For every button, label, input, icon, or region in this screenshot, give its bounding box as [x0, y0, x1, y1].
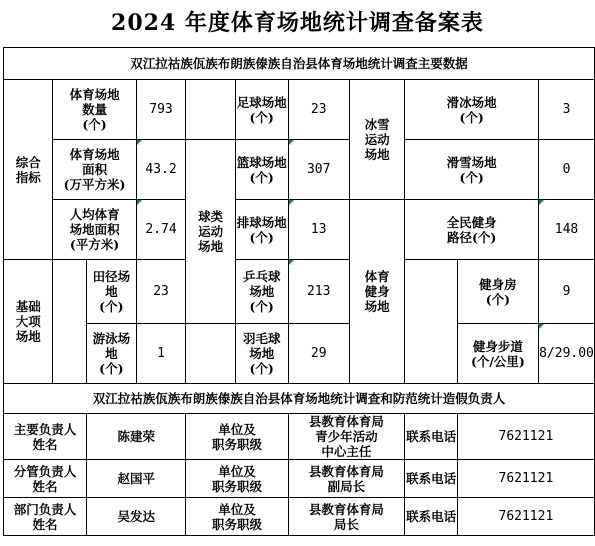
fitness-path-value: 148	[539, 200, 595, 260]
gym-label: 健身房 (个)	[457, 260, 538, 324]
basic-venues-label: 基础 大项 场地	[4, 260, 53, 384]
deputy-name: 赵国平	[87, 460, 186, 498]
dept-phone-value: 7621121	[457, 498, 594, 536]
dept-unit-value: 县教育体育局 局长	[288, 498, 405, 536]
ski-label: 滑雪场地 (个)	[405, 140, 539, 200]
fitness-venues-label: 体育 健身 场地	[349, 200, 404, 384]
principal-name: 陈建荣	[87, 414, 186, 460]
ball-spacer-top	[186, 80, 235, 140]
deputy-phone-value: 7621121	[457, 460, 594, 498]
per-capita-area-label: 人均体育 场地面积 (平方米)	[53, 200, 136, 260]
fitness-spacer-a	[405, 260, 457, 324]
ice-rink-label: 滑冰场地 (个)	[405, 80, 539, 140]
cell-marker	[137, 200, 142, 205]
ball-sports-label: 球类 运动 场地	[186, 140, 235, 324]
cell-marker	[289, 200, 294, 205]
gym-value: 9	[539, 260, 595, 324]
track-field-label: 田径场地 (个)	[87, 260, 137, 324]
deputy-phone-label: 联系电话	[405, 460, 457, 498]
ice-snow-label: 冰雪 运动 场地	[349, 80, 404, 200]
cell-marker	[289, 140, 294, 145]
statistics-table	[3, 47, 595, 536]
badminton-label: 羽毛球 场地 (个)	[235, 324, 288, 384]
ball-spacer-bottom	[186, 324, 235, 384]
deputy-role-label: 分管负责人 姓名	[4, 460, 87, 498]
principal-phone-value: 7621121	[457, 414, 594, 460]
volleyball-label: 排球场地 (个)	[235, 200, 288, 260]
cell-marker	[539, 324, 544, 329]
badminton-value: 29	[288, 324, 349, 384]
fitness-path-label: 全民健身 路径(个)	[405, 200, 539, 260]
table-tennis-label: 乒乓球 场地 (个)	[235, 260, 288, 324]
deputy-unit-label: 单位及 职务职级	[186, 460, 288, 498]
dept-role-label: 部门负责人 姓名	[4, 498, 87, 536]
track-field-value: 23	[136, 260, 186, 324]
basketball-label: 篮球场地 (个)	[235, 140, 288, 200]
fitness-trail-label: 健身步道 (个/公里)	[457, 324, 538, 384]
per-capita-area-value: 2.74	[136, 200, 186, 260]
venue-count-value: 793	[136, 80, 186, 140]
swimming-value: 1	[136, 324, 186, 384]
football-value: 23	[288, 80, 349, 140]
principal-role-label: 主要负责人 姓名	[4, 414, 87, 460]
fitness-trail-value: 8/29.00	[539, 324, 595, 384]
swimming-label: 游泳场地 (个)	[87, 324, 137, 384]
venue-area-value: 43.2	[136, 140, 186, 200]
cell-marker	[289, 260, 294, 265]
basic-spacer-a	[53, 260, 87, 324]
deputy-unit-value: 县教育体育局 副局长	[288, 460, 405, 498]
principal-phone-label: 联系电话	[405, 414, 457, 460]
football-label: 足球场地 (个)	[235, 80, 288, 140]
section-header-main-data: 双江拉祜族佤族布朗族傣族自治县体育场地统计调查主要数据	[4, 48, 595, 80]
fitness-spacer-b	[405, 324, 457, 384]
principal-unit-label: 单位及 职务职级	[186, 414, 288, 460]
basic-spacer-b	[53, 324, 87, 384]
section-header-responsible-persons: 双江拉祜族佤族布朗族傣族自治县体育场地统计调查和防范统计造假负责人	[4, 384, 595, 414]
basketball-value: 307	[288, 140, 349, 200]
dept-name: 吴发达	[87, 498, 186, 536]
ice-rink-value: 3	[539, 80, 595, 140]
cell-marker	[539, 200, 544, 205]
dept-phone-label: 联系电话	[405, 498, 457, 536]
dept-unit-label: 单位及 职务职级	[186, 498, 288, 536]
venue-count-label: 体育场地 数量 (个)	[53, 80, 136, 140]
composite-indicators-label: 综合 指标	[4, 80, 53, 260]
venue-area-label: 体育场地 面积 (万平方米)	[53, 140, 136, 200]
table-tennis-value: 213	[288, 260, 349, 324]
cell-marker	[137, 140, 142, 145]
page-title: 2024 年度体育场地统计调查备案表	[111, 10, 484, 36]
principal-unit-value: 县教育体育局 青少年活动 中心主任	[288, 414, 405, 460]
volleyball-value: 13	[288, 200, 349, 260]
ski-value: 0	[539, 140, 595, 200]
